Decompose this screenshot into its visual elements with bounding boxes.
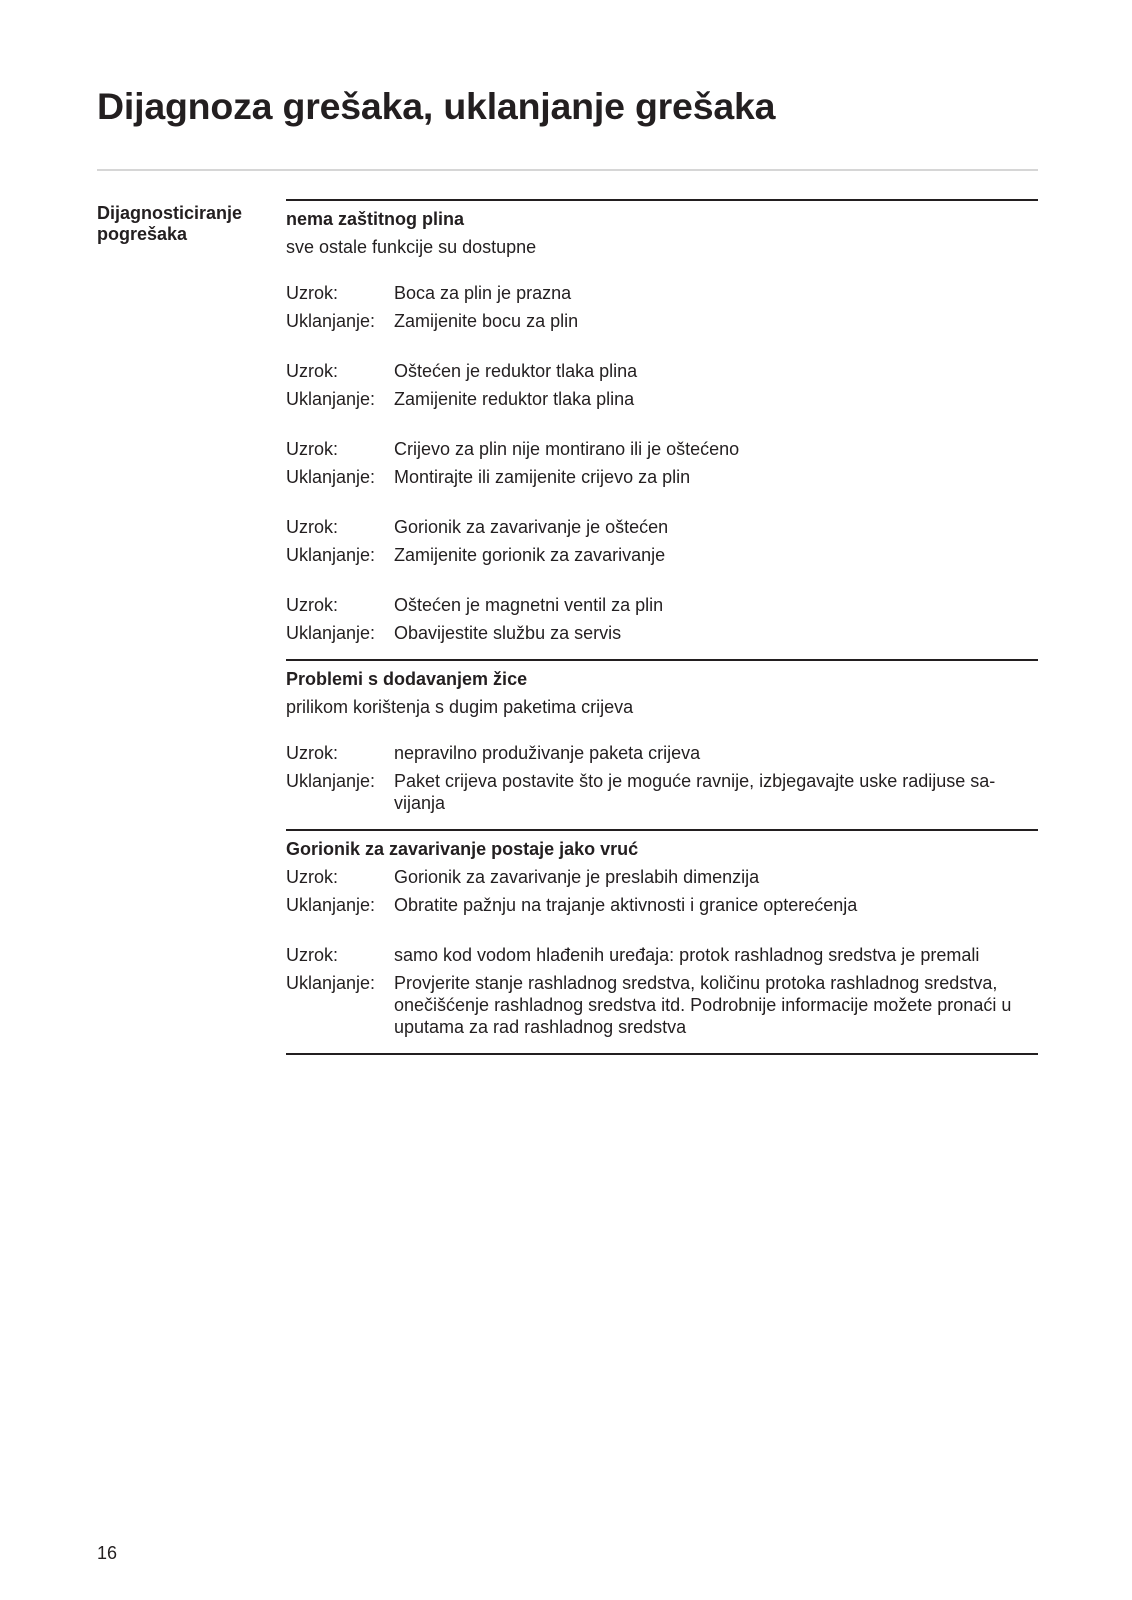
remedy-row <box>286 385 1038 413</box>
section-title: Problemi s dodavanjem žice <box>286 669 528 689</box>
troubleshooting-table <box>286 199 1038 1055</box>
cause-label: Uzrok: <box>286 283 339 303</box>
cause-row <box>286 435 1038 463</box>
remedy-value: Montirajte ili zamijenite crijevo za plin <box>394 467 691 487</box>
remedy-label: Uklanjanje: <box>286 389 376 409</box>
title-divider <box>97 169 1038 171</box>
section-title: Gorionik za zavarivanje postaje jako vruć <box>286 839 639 859</box>
cause-label: Uzrok: <box>286 743 339 763</box>
cause-value: Oštećen je magnetni ventil za plin <box>394 595 664 615</box>
remedy-value: Paket crijeva postavite što je moguće ravnije, izbjegavajte uske radijuse sa-vijanja <box>394 771 996 813</box>
remedy-value: Zamijenite gorionik za zavarivanje <box>394 545 666 565</box>
cause-remedy-group <box>286 941 1038 1041</box>
remedy-row <box>286 307 1038 335</box>
cause-value: Gorionik za zavarivanje je preslabih dimenzija <box>394 867 760 887</box>
remedy-label: Uklanjanje: <box>286 771 376 791</box>
remedy-label: Uklanjanje: <box>286 467 376 487</box>
cause-row <box>286 941 1038 969</box>
section-no-shielding-gas <box>286 199 1038 659</box>
cause-remedy-group <box>286 513 1038 569</box>
section-title: nema zaštitnog plina <box>286 209 465 229</box>
cause-value: nepravilno produživanje paketa crijeva <box>394 743 701 763</box>
remedy-value: Obratite pažnju na trajanje aktivnosti i granice opterećenja <box>394 895 858 915</box>
cause-label: Uzrok: <box>286 517 339 537</box>
cause-value: Oštećen je reduktor tlaka plina <box>394 361 638 381</box>
remedy-row <box>286 969 1038 1041</box>
cause-row <box>286 591 1038 619</box>
page-number: 16 <box>97 1543 118 1563</box>
cause-label: Uzrok: <box>286 439 339 459</box>
cause-value: samo kod vodom hlađenih uređaja: protok rashladnog sredstva je premali <box>394 945 980 965</box>
section-torch-overheating <box>286 829 1038 1055</box>
cause-remedy-group <box>286 279 1038 335</box>
cause-remedy-group <box>286 739 1038 817</box>
section-subtitle: sve ostale funkcije su dostupne <box>286 237 537 257</box>
side-label-line-1: Dijagnosticiranje <box>97 203 243 223</box>
cause-label: Uzrok: <box>286 361 339 381</box>
cause-remedy-group <box>286 863 1038 919</box>
remedy-value: Provjerite stanje rashladnog sredstva, količinu protoka rashladnog sredstva, onečišćenje rashladnog sredstva itd. Podrobnije informacije možete pronaći u uputama za rad rashladnog sredstva <box>394 973 1012 1037</box>
remedy-label: Uklanjanje: <box>286 545 376 565</box>
remedy-value: Zamijenite reduktor tlaka plina <box>394 389 635 409</box>
cause-row <box>286 863 1038 891</box>
cause-row <box>286 739 1038 767</box>
remedy-row <box>286 619 1038 647</box>
remedy-label: Uklanjanje: <box>286 311 376 331</box>
cause-row <box>286 357 1038 385</box>
remedy-row <box>286 767 1038 817</box>
cause-row <box>286 279 1038 307</box>
cause-remedy-group <box>286 357 1038 413</box>
remedy-value: Obavijestite službu za servis <box>394 623 622 643</box>
cause-value: Crijevo za plin nije montirano ili je oštećeno <box>394 439 740 459</box>
cause-value: Gorionik za zavarivanje je oštećen <box>394 517 669 537</box>
cause-label: Uzrok: <box>286 945 339 965</box>
cause-row <box>286 513 1038 541</box>
remedy-label: Uklanjanje: <box>286 895 376 915</box>
page-title: Dijagnoza grešaka, uklanjanje grešaka <box>97 85 776 127</box>
cause-label: Uzrok: <box>286 867 339 887</box>
side-label <box>97 203 242 245</box>
cause-value: Boca za plin je prazna <box>394 283 572 303</box>
remedy-value: Zamijenite bocu za plin <box>394 311 579 331</box>
cause-label: Uzrok: <box>286 595 339 615</box>
section-subtitle: prilikom korištenja s dugim paketima crijeva <box>286 697 634 717</box>
cause-remedy-group <box>286 435 1038 491</box>
remedy-row <box>286 463 1038 491</box>
cause-remedy-group <box>286 591 1038 647</box>
remedy-label: Uklanjanje: <box>286 973 376 993</box>
remedy-row <box>286 541 1038 569</box>
side-label-line-2: pogrešaka <box>97 224 188 244</box>
remedy-label: Uklanjanje: <box>286 623 376 643</box>
section-wire-feed-problems <box>286 659 1038 829</box>
remedy-row <box>286 891 1038 919</box>
